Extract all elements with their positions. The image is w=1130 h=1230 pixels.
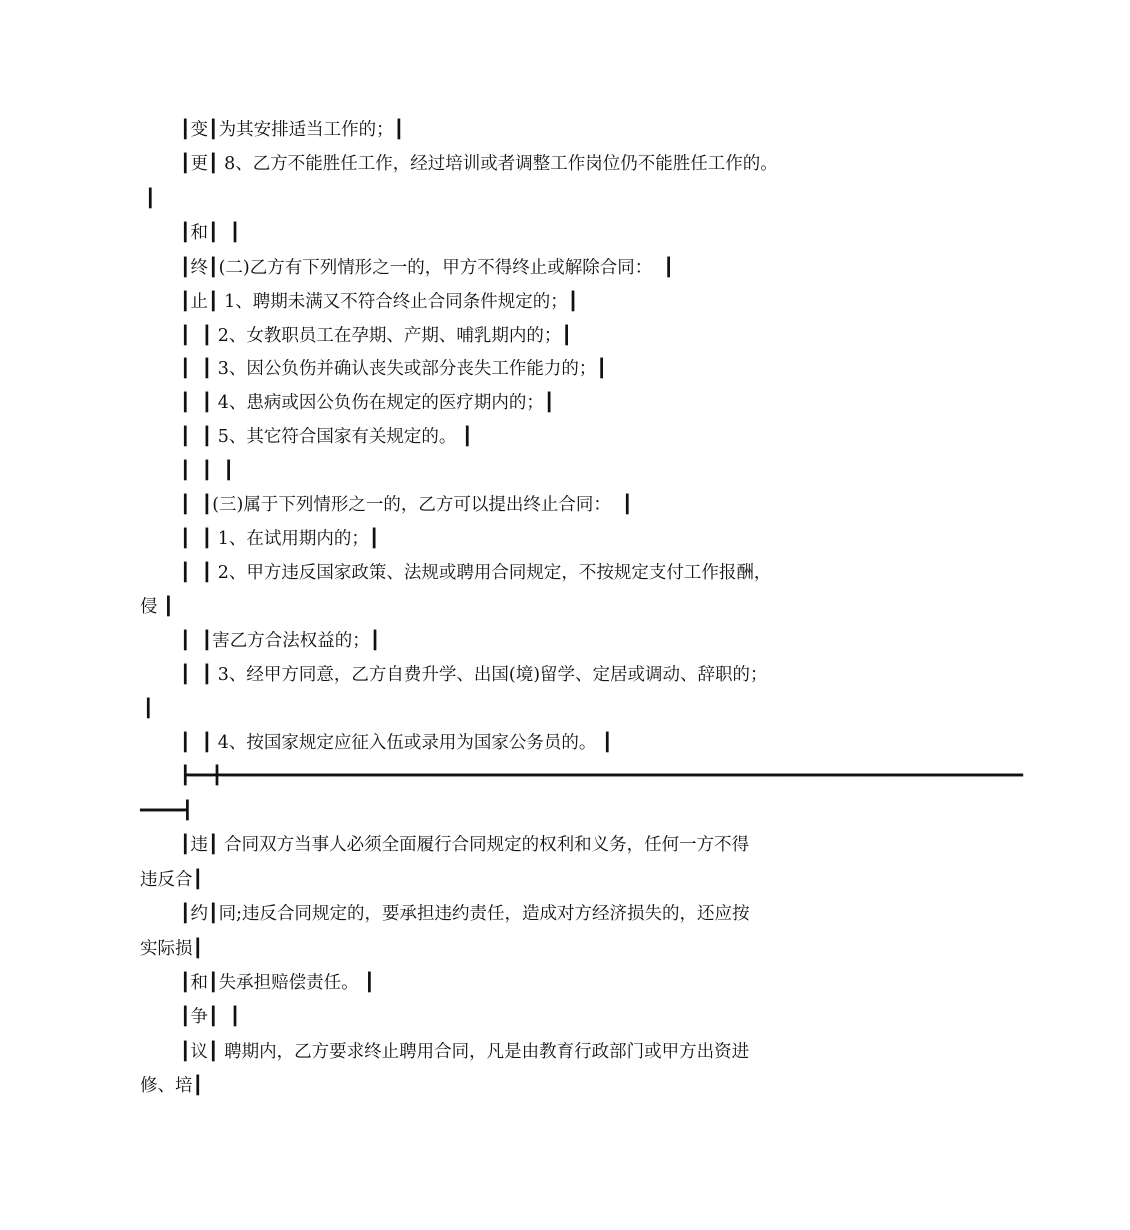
text-line: 侵 ┃ [140,597,174,617]
text-line: ┃变┃为其安排适当工作的；┃ [180,120,405,140]
text-line: ┃ ┃(三)属于下列情形之一的，乙方可以提出终止合同： ┃ [180,495,633,515]
text-line: ┃更┃ 8、乙方不能胜任工作，经过培训或者调整工作岗位仍不能胜任工作的。 [180,154,778,174]
text-line: ┃议┃ 聘期内，乙方要求终止聘用合同，凡是由教育行政部门或甲方出资进 [180,1042,750,1062]
text-line: ┃ ┃ 2、甲方违反国家政策、法规或聘用合同规定，不按规定支付工作报酬， [180,563,772,583]
text-line: 违反合┃ [140,870,204,890]
table-rule-line: ━━━━┫ [140,801,193,821]
text-line: ┃ ┃ 2、女教职员工在孕期、产期、哺乳期内的；┃ [180,326,572,346]
text-line: ┃ ┃ 3、经甲方同意，乙方自费升学、出国(境)留学、定居或调动、辞职的； [180,665,768,685]
text-line: ┃ ┃ ┃ [180,461,234,481]
text-line: ┃终┃(二)乙方有下列情形之一的，甲方不得终止或解除合同： ┃ [180,258,674,278]
text-line: ┃ ┃ 4、按国家规定应征入伍或录用为国家公务员的。 ┃ [180,733,613,753]
text-line: ┃ ┃ 5、其它符合国家有关规定的。 ┃ [180,427,473,447]
text-line: ┃和┃ ┃ [180,223,241,243]
text-line: 实际损┃ [140,939,204,959]
text-line: ┃止┃ 1、聘期未满又不符合终止合同条件规定的；┃ [180,292,579,312]
text-line: 修、培┃ [140,1076,204,1096]
text-line: ┃ ┃ 1、在试用期内的；┃ [180,529,380,549]
text-line: ┃约┃同;违反合同规定的，要承担违约责任，造成对方经济损失的，还应按 [180,904,750,924]
text-line: ┃ [145,189,156,209]
text-line: ┃ ┃害乙方合法权益的；┃ [180,631,381,651]
text-line: ┃ ┃ 3、因公负伤并确认丧失或部分丧失工作能力的；┃ [180,359,607,379]
text-line: ┃违┃ 合同双方当事人必须全面履行合同规定的权利和义务，任何一方不得 [180,835,750,855]
text-line: ┃ [143,699,154,719]
text-line: ┃争┃ ┃ [180,1007,241,1027]
table-rule-line: ┣━━╋━━━━━━━━━━━━━━━━━━━━━━━━━━━━━━━━━━━━━━━━━━━━━━━━━━━━━━━━━━━━━━━━━━━━━━━━━━━━ [180,766,1023,786]
text-line: ┃ ┃ 4、患病或因公负伤在规定的医疗期内的；┃ [180,393,555,413]
text-line: ┃和┃失承担赔偿责任。 ┃ [180,973,375,993]
